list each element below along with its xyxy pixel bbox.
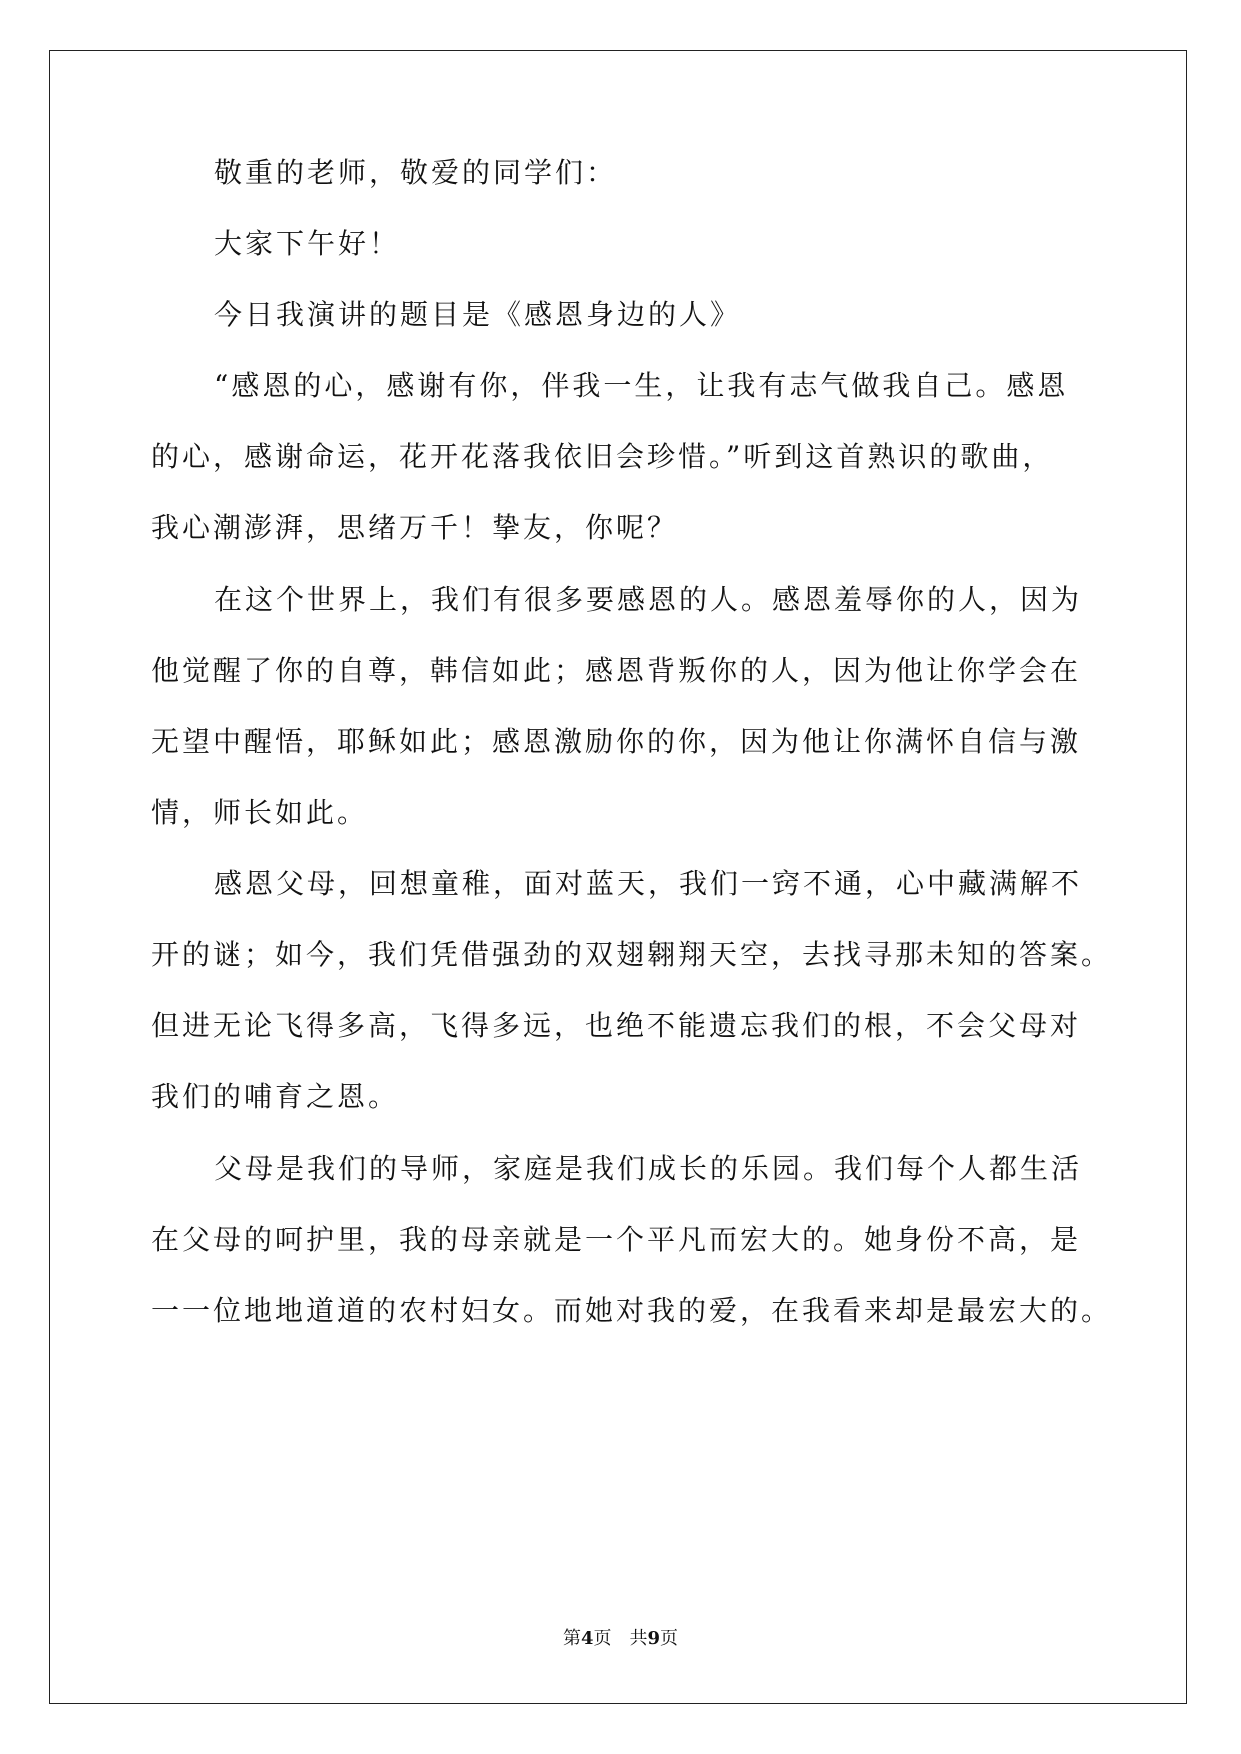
- text-line: 在这个世界上，我们有很多要感恩的人。感恩羞辱你的人，因为: [214, 583, 1083, 616]
- total-suffix: 页: [660, 1628, 679, 1649]
- current-page-number: 4: [580, 1628, 594, 1649]
- text-line: 但进无论飞得多高，飞得多远，也绝不能遗忘我们的根，不会父母对: [151, 1009, 1082, 1042]
- text-line: 今日我演讲的题目是《感恩身边的人》: [214, 298, 742, 331]
- text-line: 开的谜；如今，我们凭借强劲的双翅翱翔天空，去找寻那未知的答案。: [151, 938, 1113, 971]
- text-line: 一一位地地道道的农村妇女。而她对我的爱，在我看来却是最宏大的。: [151, 1294, 1113, 1327]
- text-line: 情，师长如此。: [151, 796, 369, 829]
- total-pages-number: 9: [647, 1628, 661, 1649]
- text-line: 他觉醒了你的自尊，韩信如此；感恩背叛你的人，因为他让你学会在: [151, 654, 1082, 687]
- text-line: 我们的哺育之恩。: [151, 1080, 400, 1113]
- text-line: 敬重的老师，敬爱的同学们：: [214, 156, 618, 189]
- text-line: 我心潮澎湃，思绪万千！挚友，你呢？: [151, 511, 679, 544]
- text-line: 在父母的呵护里，我的母亲就是一个平凡而宏大的。她身份不高，是: [151, 1223, 1082, 1256]
- text-line: 的心，感谢命运，花开花落我依旧会珍惜。”听到这首熟识的歌曲，: [151, 440, 1054, 473]
- page-suffix: 页: [593, 1628, 612, 1649]
- page-prefix: 第: [562, 1628, 581, 1649]
- text-line: “感恩的心，感谢有你，伴我一生，让我有志气做我自己。感恩: [214, 369, 1069, 402]
- total-prefix: 共: [629, 1628, 648, 1649]
- text-line: 无望中醒悟，耶稣如此；感恩激励你的你，因为他让你满怀自信与激: [151, 725, 1082, 758]
- text-line: 父母是我们的导师，家庭是我们成长的乐园。我们每个人都生活: [214, 1152, 1083, 1185]
- page-footer: [0, 1628, 1241, 1650]
- text-line: 大家下午好！: [214, 227, 401, 260]
- text-line: 感恩父母，回想童稚，面对蓝天，我们一窍不通，心中藏满解不: [214, 867, 1083, 900]
